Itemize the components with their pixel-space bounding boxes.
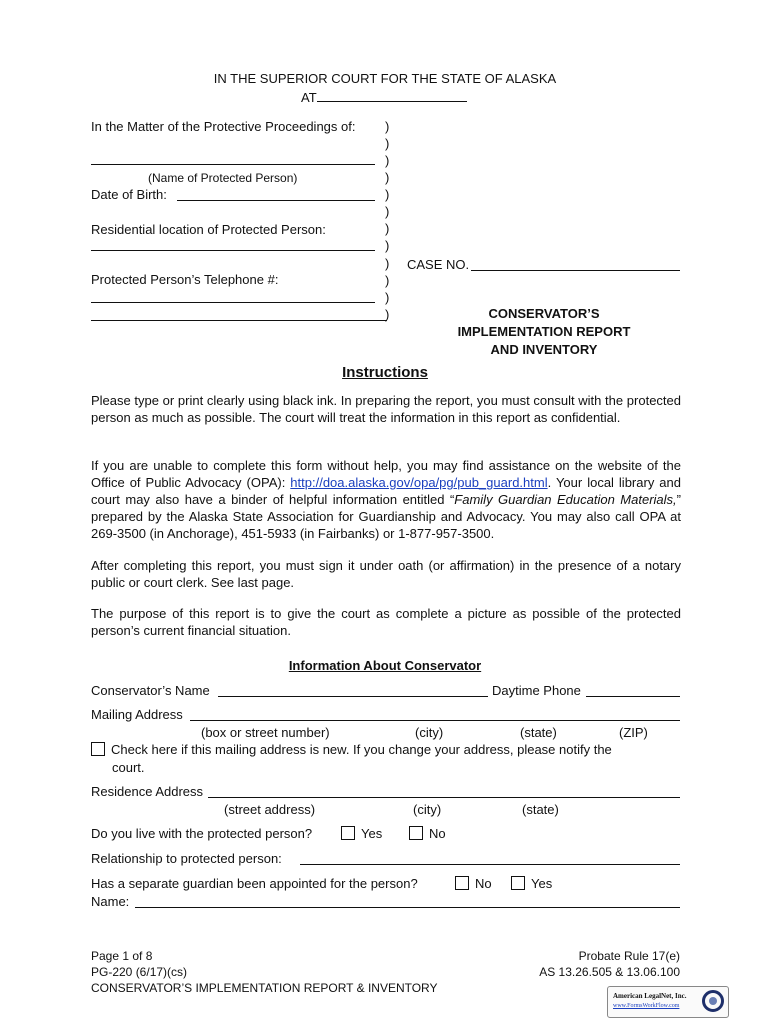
logo-url: www.FormsWorkFlow.com	[613, 1003, 680, 1009]
live-with-question: Do you live with the protected person?	[91, 826, 313, 841]
guardian-no-label: No	[475, 876, 492, 891]
guardian-yes-label: Yes	[531, 876, 553, 891]
bracket: )	[385, 204, 390, 219]
live-yes-option	[341, 826, 382, 841]
mail-city-hint: (city)	[415, 725, 444, 740]
residence-address-label: Residence Address	[91, 784, 204, 799]
dob-label: Date of Birth:	[91, 187, 167, 202]
name-hint: (Name of Protected Person)	[148, 171, 298, 185]
new-address-text: Check here if this mailing address is new. If you change your address, please notify the	[111, 742, 612, 757]
bracket: )	[385, 273, 390, 288]
live-no-option	[409, 826, 446, 841]
p2-italic-title: Family Guardian Education Materials,	[454, 492, 677, 507]
phone-field-2[interactable]	[91, 320, 387, 321]
form-title-line-1: CONSERVATOR’S	[488, 306, 600, 321]
protected-person-name-field[interactable]	[91, 164, 375, 165]
relationship-label: Relationship to protected person:	[91, 851, 282, 866]
relationship-field[interactable]	[300, 864, 680, 865]
live-yes-label: Yes	[361, 826, 383, 841]
res-city-hint: (city)	[413, 802, 442, 817]
at-label: AT	[301, 90, 317, 105]
conservator-name-label: Conservator’s Name	[91, 683, 210, 698]
p2-text-c: ” prepared by the Alaska State Association for Guardianship and Advocacy. You may also call OPA at 269-3500 (in Anchorage), 451-5933 (in Fairbanks) or 1-877-957-3500.	[91, 492, 681, 541]
guardian-no-checkbox[interactable]	[455, 876, 469, 890]
bracket: )	[385, 221, 390, 236]
court-location	[301, 88, 467, 105]
guardian-question: Has a separate guardian been appointed for the person?	[91, 876, 418, 891]
form-title-line-2: IMPLEMENTATION REPORT	[457, 324, 631, 339]
instructions-paragraph-4: The purpose of this report is to give the court as complete a picture as possible of the protected person’s current financial situation.	[91, 606, 681, 638]
bracket: )	[385, 136, 390, 151]
case-number-label: CASE NO.	[407, 257, 470, 272]
new-address-text-2: court.	[112, 760, 145, 775]
opa-website-link[interactable]: http://doa.alaska.gov/opa/pg/pub_guard.html	[290, 475, 548, 490]
mail-zip-hint: (ZIP)	[619, 725, 648, 740]
instructions-heading: Instructions	[342, 364, 428, 381]
instructions-paragraph-3: After completing this report, you must sign it under oath (or affirmation) in the presence of a notary public or court clerk. See last page.	[91, 558, 681, 590]
res-state-hint: (state)	[522, 802, 559, 817]
guardian-name-field[interactable]	[135, 907, 680, 908]
probate-rule: Probate Rule 17(e)	[578, 949, 680, 963]
residence-field[interactable]	[91, 250, 375, 251]
bracket: )	[385, 256, 390, 271]
form-title-line-3: AND INVENTORY	[490, 342, 598, 357]
bracket: )	[385, 153, 390, 168]
new-address-row	[91, 742, 612, 757]
court-heading: IN THE SUPERIOR COURT FOR THE STATE OF ALASKA	[213, 71, 557, 86]
p2-text-a: If you are unable to complete this form without help, you may find assistance on the website of the Office of Public Advocacy (OPA):	[91, 458, 681, 490]
guardian-yes-checkbox[interactable]	[511, 876, 525, 890]
bracket: )	[385, 119, 390, 134]
new-address-checkbox[interactable]	[91, 742, 105, 756]
globe-icon	[702, 990, 724, 1012]
logo-company: American LegalNet, Inc.	[613, 992, 687, 1000]
live-no-label: No	[429, 826, 446, 841]
conservator-name-field[interactable]	[218, 696, 488, 697]
res-street-hint: (street address)	[224, 802, 316, 817]
mailing-address-label: Mailing Address	[91, 707, 183, 722]
footer-form-title: CONSERVATOR’S IMPLEMENTATION REPORT & INVENTORY	[91, 981, 438, 995]
guardian-no-option	[455, 876, 492, 891]
case-number-field[interactable]	[471, 270, 680, 271]
live-with-row	[91, 826, 312, 841]
at-field[interactable]	[317, 88, 467, 102]
page-number: Page 1 of 8	[91, 949, 153, 963]
matter-label: In the Matter of the Protective Proceedings of:	[91, 119, 356, 134]
phone-field-1[interactable]	[91, 302, 375, 303]
instructions-paragraph-1: Please type or print clearly using black ink. In preparing the report, you must consult with the protected person as much as possible. The court will treat the information in this report as confidential.	[91, 393, 681, 425]
statute-reference: AS 13.26.505 & 13.06.100	[539, 965, 680, 979]
guardian-yes-option	[511, 876, 552, 891]
live-no-checkbox[interactable]	[409, 826, 423, 840]
guardian-name-label: Name:	[91, 894, 130, 909]
mail-state-hint: (state)	[520, 725, 557, 740]
residence-label: Residential location of Protected Person:	[91, 222, 326, 237]
phone-label: Protected Person’s Telephone #:	[91, 272, 279, 287]
bracket: )	[385, 187, 390, 202]
daytime-phone-field[interactable]	[586, 696, 680, 697]
bracket: )	[385, 290, 390, 305]
dob-row	[91, 187, 167, 202]
mail-box-hint: (box or street number)	[201, 725, 330, 740]
p2-text-b: . Your local library and court may also have a binder of helpful information entitled “	[91, 475, 681, 507]
bracket: )	[385, 307, 390, 322]
dob-field[interactable]	[177, 200, 375, 201]
instructions-paragraph-2	[91, 457, 681, 542]
legalnet-logo	[607, 986, 729, 1018]
daytime-phone-label: Daytime Phone	[492, 683, 581, 698]
bracket: )	[385, 238, 390, 253]
mailing-address-field[interactable]	[190, 720, 680, 721]
conservator-heading: Information About Conservator	[288, 658, 482, 673]
bracket: )	[385, 170, 390, 185]
residence-address-field[interactable]	[208, 797, 680, 798]
form-number: PG-220 (6/17)(cs)	[91, 965, 188, 979]
live-yes-checkbox[interactable]	[341, 826, 355, 840]
